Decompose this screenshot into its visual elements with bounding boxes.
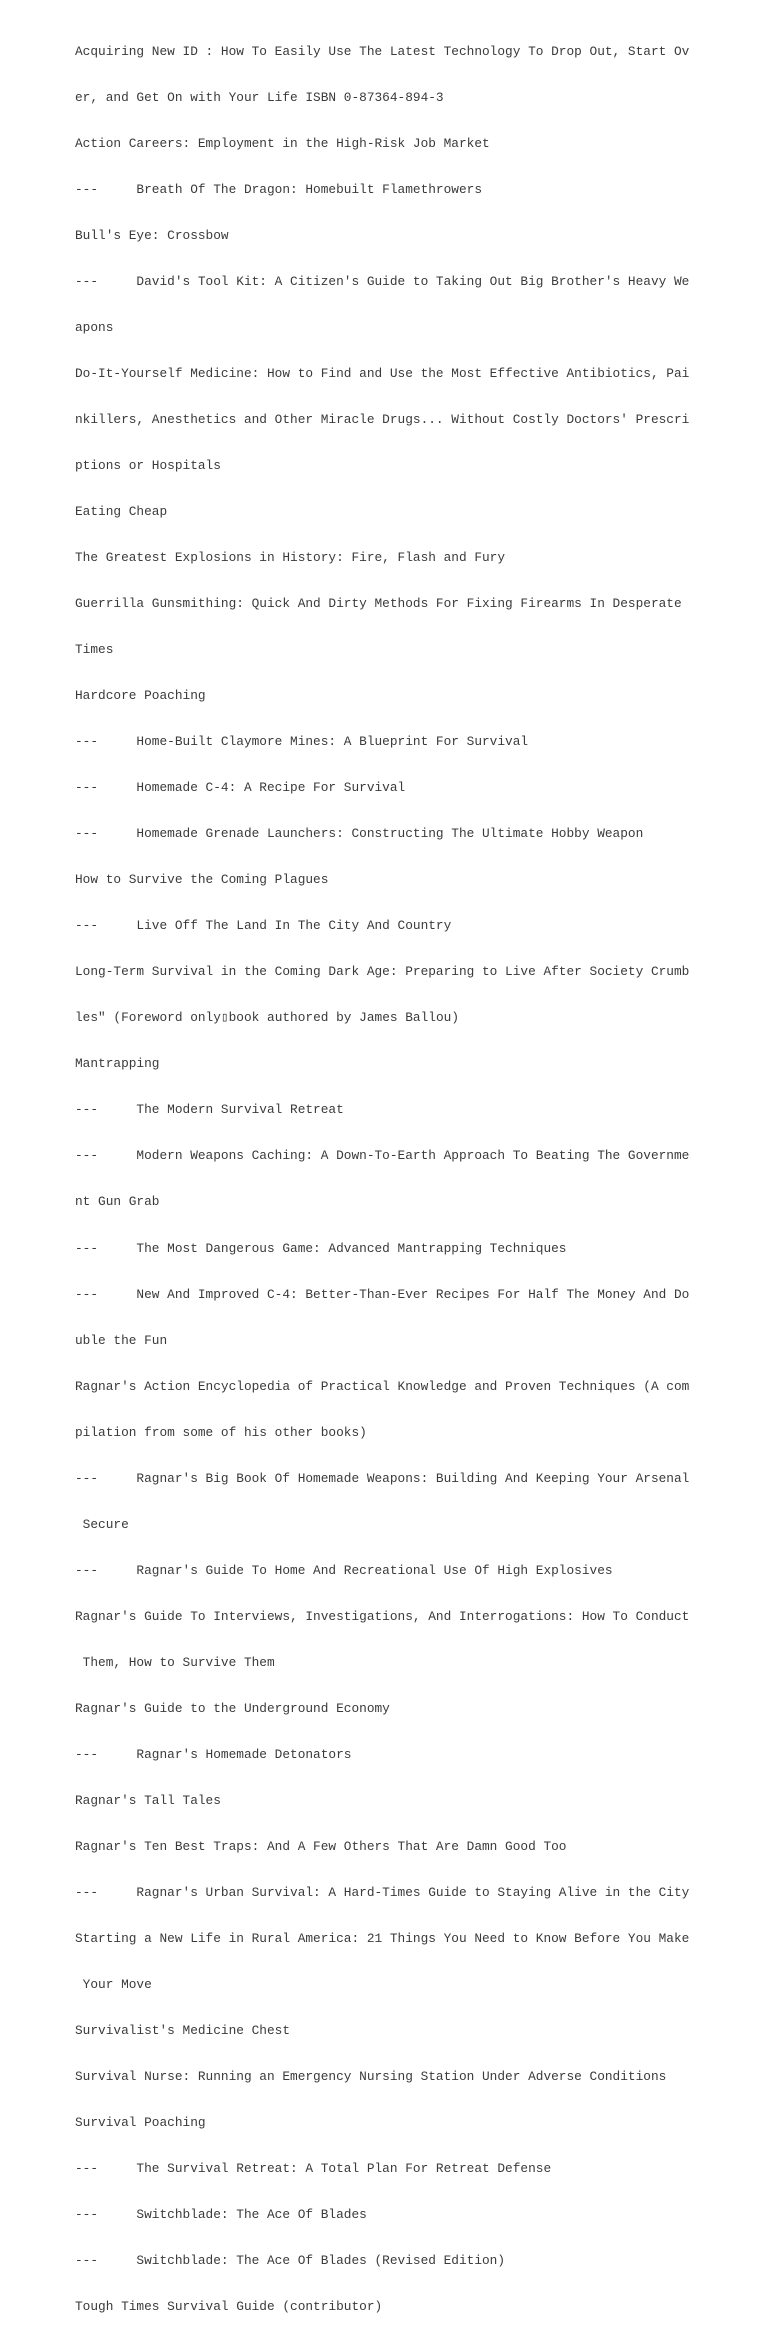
text-line: Survival Poaching <box>75 2115 206 2131</box>
text-line: --- Ragnar's Homemade Detonators <box>75 1746 352 1762</box>
text-line: The Greatest Explosions in History: Fire, Flash and Fury <box>75 550 506 566</box>
text-line: --- Switchblade: The Ace Of Blades <box>75 2207 367 2223</box>
text-line: Ragnar's Action Encyclopedia of Practical Knowledge and Proven Techniques (A com <box>75 1378 690 1394</box>
text-line: Starting a New Life in Rural America: 21 Things You Need to Know Before You Make <box>75 1930 690 1946</box>
text-line: --- David's Tool Kit: A Citizen's Guide to Taking Out Big Brother's Heavy We <box>75 273 690 289</box>
text-line: Bull's Eye: Crossbow <box>75 227 229 243</box>
text-line: Ragnar's Guide to the Underground Economy <box>75 1700 390 1716</box>
text-line: --- New And Improved C-4: Better-Than-Ever Recipes For Half The Money And Do <box>75 1286 690 1302</box>
text-line: Ragnar's Tall Tales <box>75 1792 221 1808</box>
text-line: Long-Term Survival in the Coming Dark Age: Preparing to Live After Society Crumb <box>75 964 690 980</box>
text-line: les" (Foreword only▯book authored by James Ballou) <box>75 1010 459 1026</box>
text-line: --- The Modern Survival Retreat <box>75 1102 344 1118</box>
text-line: er, and Get On with Your Life ISBN 0-87364-894-3 <box>75 89 444 105</box>
text-line: --- Home-Built Claymore Mines: A Blueprint For Survival <box>75 734 529 750</box>
text-line: ptions or Hospitals <box>75 457 221 473</box>
text-line: Ragnar's Ten Best Traps: And A Few Others That Are Damn Good Too <box>75 1838 567 1854</box>
text-line: Mantrapping <box>75 1056 160 1072</box>
text-line: Survival Nurse: Running an Emergency Nursing Station Under Adverse Conditions <box>75 2069 667 2085</box>
text-line: --- Ragnar's Guide To Home And Recreational Use Of High Explosives <box>75 1562 613 1578</box>
text-line: Survivalist's Medicine Chest <box>75 2023 291 2039</box>
text-line: Do-It-Yourself Medicine: How to Find and Use the Most Effective Antibiotics, Pai <box>75 365 690 381</box>
text-line: --- Ragnar's Urban Survival: A Hard-Times Guide to Staying Alive in the City <box>75 1884 690 1900</box>
book-list-text <box>75 13 690 2330</box>
text-line: nkillers, Anesthetics and Other Miracle Drugs... Without Costly Doctors' Prescri <box>75 411 690 427</box>
text-line: --- Switchblade: The Ace Of Blades (Revised Edition) <box>75 2253 506 2269</box>
text-line: Ragnar's Guide To Interviews, Investigations, And Interrogations: How To Conduct <box>75 1608 690 1624</box>
text-line: Secure <box>75 1516 129 1532</box>
text-line: --- Live Off The Land In The City And Country <box>75 918 452 934</box>
text-line: apons <box>75 319 114 335</box>
text-line: Acquiring New ID : How To Easily Use The Latest Technology To Drop Out, Start Ov <box>75 43 690 59</box>
text-line: Action Careers: Employment in the High-Risk Job Market <box>75 135 490 151</box>
text-line: How to Survive the Coming Plagues <box>75 872 329 888</box>
text-line: Tough Times Survival Guide (contributor) <box>75 2299 383 2315</box>
text-line: Hardcore Poaching <box>75 688 206 704</box>
text-line: Them, How to Survive Them <box>75 1654 275 1670</box>
text-line: --- Ragnar's Big Book Of Homemade Weapons: Building And Keeping Your Arsenal <box>75 1470 690 1486</box>
text-line: --- Homemade C-4: A Recipe For Survival <box>75 780 406 796</box>
text-line: nt Gun Grab <box>75 1194 160 1210</box>
text-line: Your Move <box>75 1977 152 1992</box>
text-line: --- The Survival Retreat: A Total Plan For Retreat Defense <box>75 2161 552 2177</box>
text-line: --- The Most Dangerous Game: Advanced Mantrapping Techniques <box>75 1240 567 1256</box>
text-line: Eating Cheap <box>75 504 168 519</box>
text-line: uble the Fun <box>75 1332 168 1348</box>
text-line: Guerrilla Gunsmithing: Quick And Dirty Methods For Fixing Firearms In Desperate <box>75 596 682 612</box>
text-line: --- Breath Of The Dragon: Homebuilt Flamethrowers <box>75 181 483 197</box>
text-line: --- Modern Weapons Caching: A Down-To-Earth Approach To Beating The Governme <box>75 1148 690 1164</box>
text-line: --- Homemade Grenade Launchers: Constructing The Ultimate Hobby Weapon <box>75 826 644 842</box>
text-line: pilation from some of his other books) <box>75 1424 367 1440</box>
text-line: Times <box>75 642 114 658</box>
